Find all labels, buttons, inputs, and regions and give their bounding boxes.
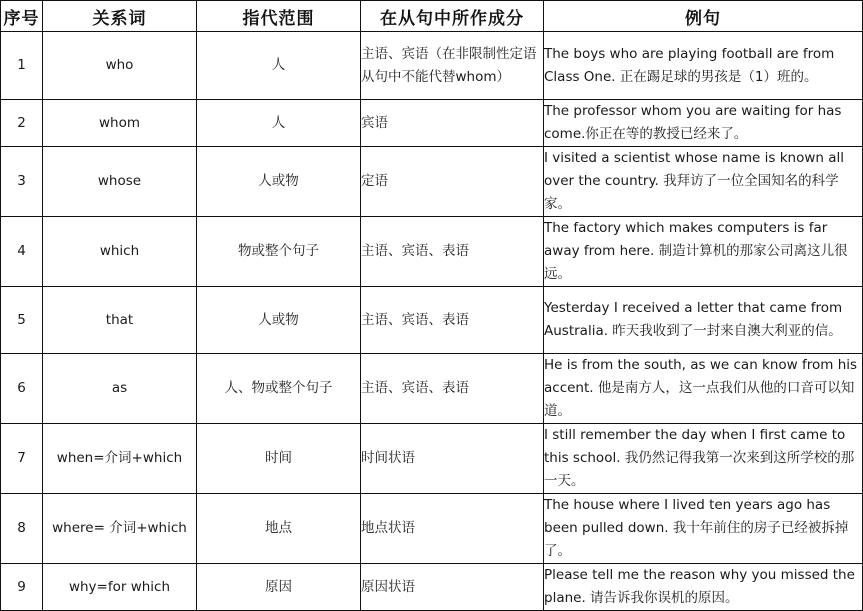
example-sentence: Please tell me the reason why you missed the plane. 请告诉我你误机的原因。	[544, 564, 863, 611]
example-sentence: The house where I lived ten years ago has been pulled down. 我十年前住的房子已经被拆掉了。	[544, 494, 863, 564]
reference-scope: 时间	[197, 424, 361, 494]
clause-function: 时间状语	[361, 424, 544, 494]
row-number: 6	[1, 354, 43, 424]
reference-scope: 物或整个句子	[197, 217, 361, 287]
header-relative-word: 关系词	[43, 1, 197, 32]
header-clause-function: 在从句中所作成分	[361, 1, 544, 32]
reference-scope: 人或物	[197, 147, 361, 217]
example-sentence: Yesterday I received a letter that came from Australia. 昨天我收到了一封来自澳大利亚的信。	[544, 287, 863, 354]
example-sentence: The professor whom you are waiting for has come.你正在等的教授已经来了。	[544, 100, 863, 147]
table-row	[1, 32, 863, 100]
row-number: 7	[1, 424, 43, 494]
relative-word: as	[43, 354, 197, 424]
relative-word: when=介词+which	[43, 424, 197, 494]
table-header-row	[1, 1, 863, 32]
row-number: 2	[1, 100, 43, 147]
table-row	[1, 287, 863, 354]
row-number: 5	[1, 287, 43, 354]
relative-word: whose	[43, 147, 197, 217]
table-row	[1, 564, 863, 611]
clause-function: 原因状语	[361, 564, 544, 611]
table-row	[1, 147, 863, 217]
header-reference-scope: 指代范围	[197, 1, 361, 32]
clause-function: 宾语	[361, 100, 544, 147]
relative-word: who	[43, 32, 197, 100]
clause-function: 地点状语	[361, 494, 544, 564]
table-row	[1, 354, 863, 424]
table-row	[1, 494, 863, 564]
relative-word: that	[43, 287, 197, 354]
row-number: 9	[1, 564, 43, 611]
row-number: 8	[1, 494, 43, 564]
table-row	[1, 100, 863, 147]
reference-scope: 原因	[197, 564, 361, 611]
clause-function: 主语、宾语、表语	[361, 354, 544, 424]
example-sentence: The boys who are playing football are from Class One. 正在踢足球的男孩是（1）班的。	[544, 32, 863, 100]
example-sentence: The factory which makes computers is far away from here. 制造计算机的那家公司离这儿很远。	[544, 217, 863, 287]
relative-word: where= 介词+which	[43, 494, 197, 564]
header-number: 序号	[1, 1, 43, 32]
relative-word: whom	[43, 100, 197, 147]
reference-scope: 地点	[197, 494, 361, 564]
clause-function: 主语、宾语、表语	[361, 217, 544, 287]
reference-scope: 人、物或整个句子	[197, 354, 361, 424]
reference-scope: 人或物	[197, 287, 361, 354]
relative-word: which	[43, 217, 197, 287]
example-sentence: He is from the south, as we can know from his accent. 他是南方人，这一点我们从他的口音可以知道。	[544, 354, 863, 424]
row-number: 3	[1, 147, 43, 217]
relative-word: why=for which	[43, 564, 197, 611]
table-row	[1, 424, 863, 494]
clause-function: 定语	[361, 147, 544, 217]
example-sentence: I still remember the day when I first came to this school. 我仍然记得我第一次来到这所学校的那一天。	[544, 424, 863, 494]
clause-function: 主语、宾语、表语	[361, 287, 544, 354]
reference-scope: 人	[197, 100, 361, 147]
clause-function: 主语、宾语（在非限制性定语从句中不能代替whom）	[361, 32, 544, 100]
example-sentence: I visited a scientist whose name is known all over the country. 我拜访了一位全国知名的科学家。	[544, 147, 863, 217]
table-row	[1, 217, 863, 287]
reference-scope: 人	[197, 32, 361, 100]
row-number: 4	[1, 217, 43, 287]
header-example: 例句	[544, 1, 863, 32]
row-number: 1	[1, 32, 43, 100]
